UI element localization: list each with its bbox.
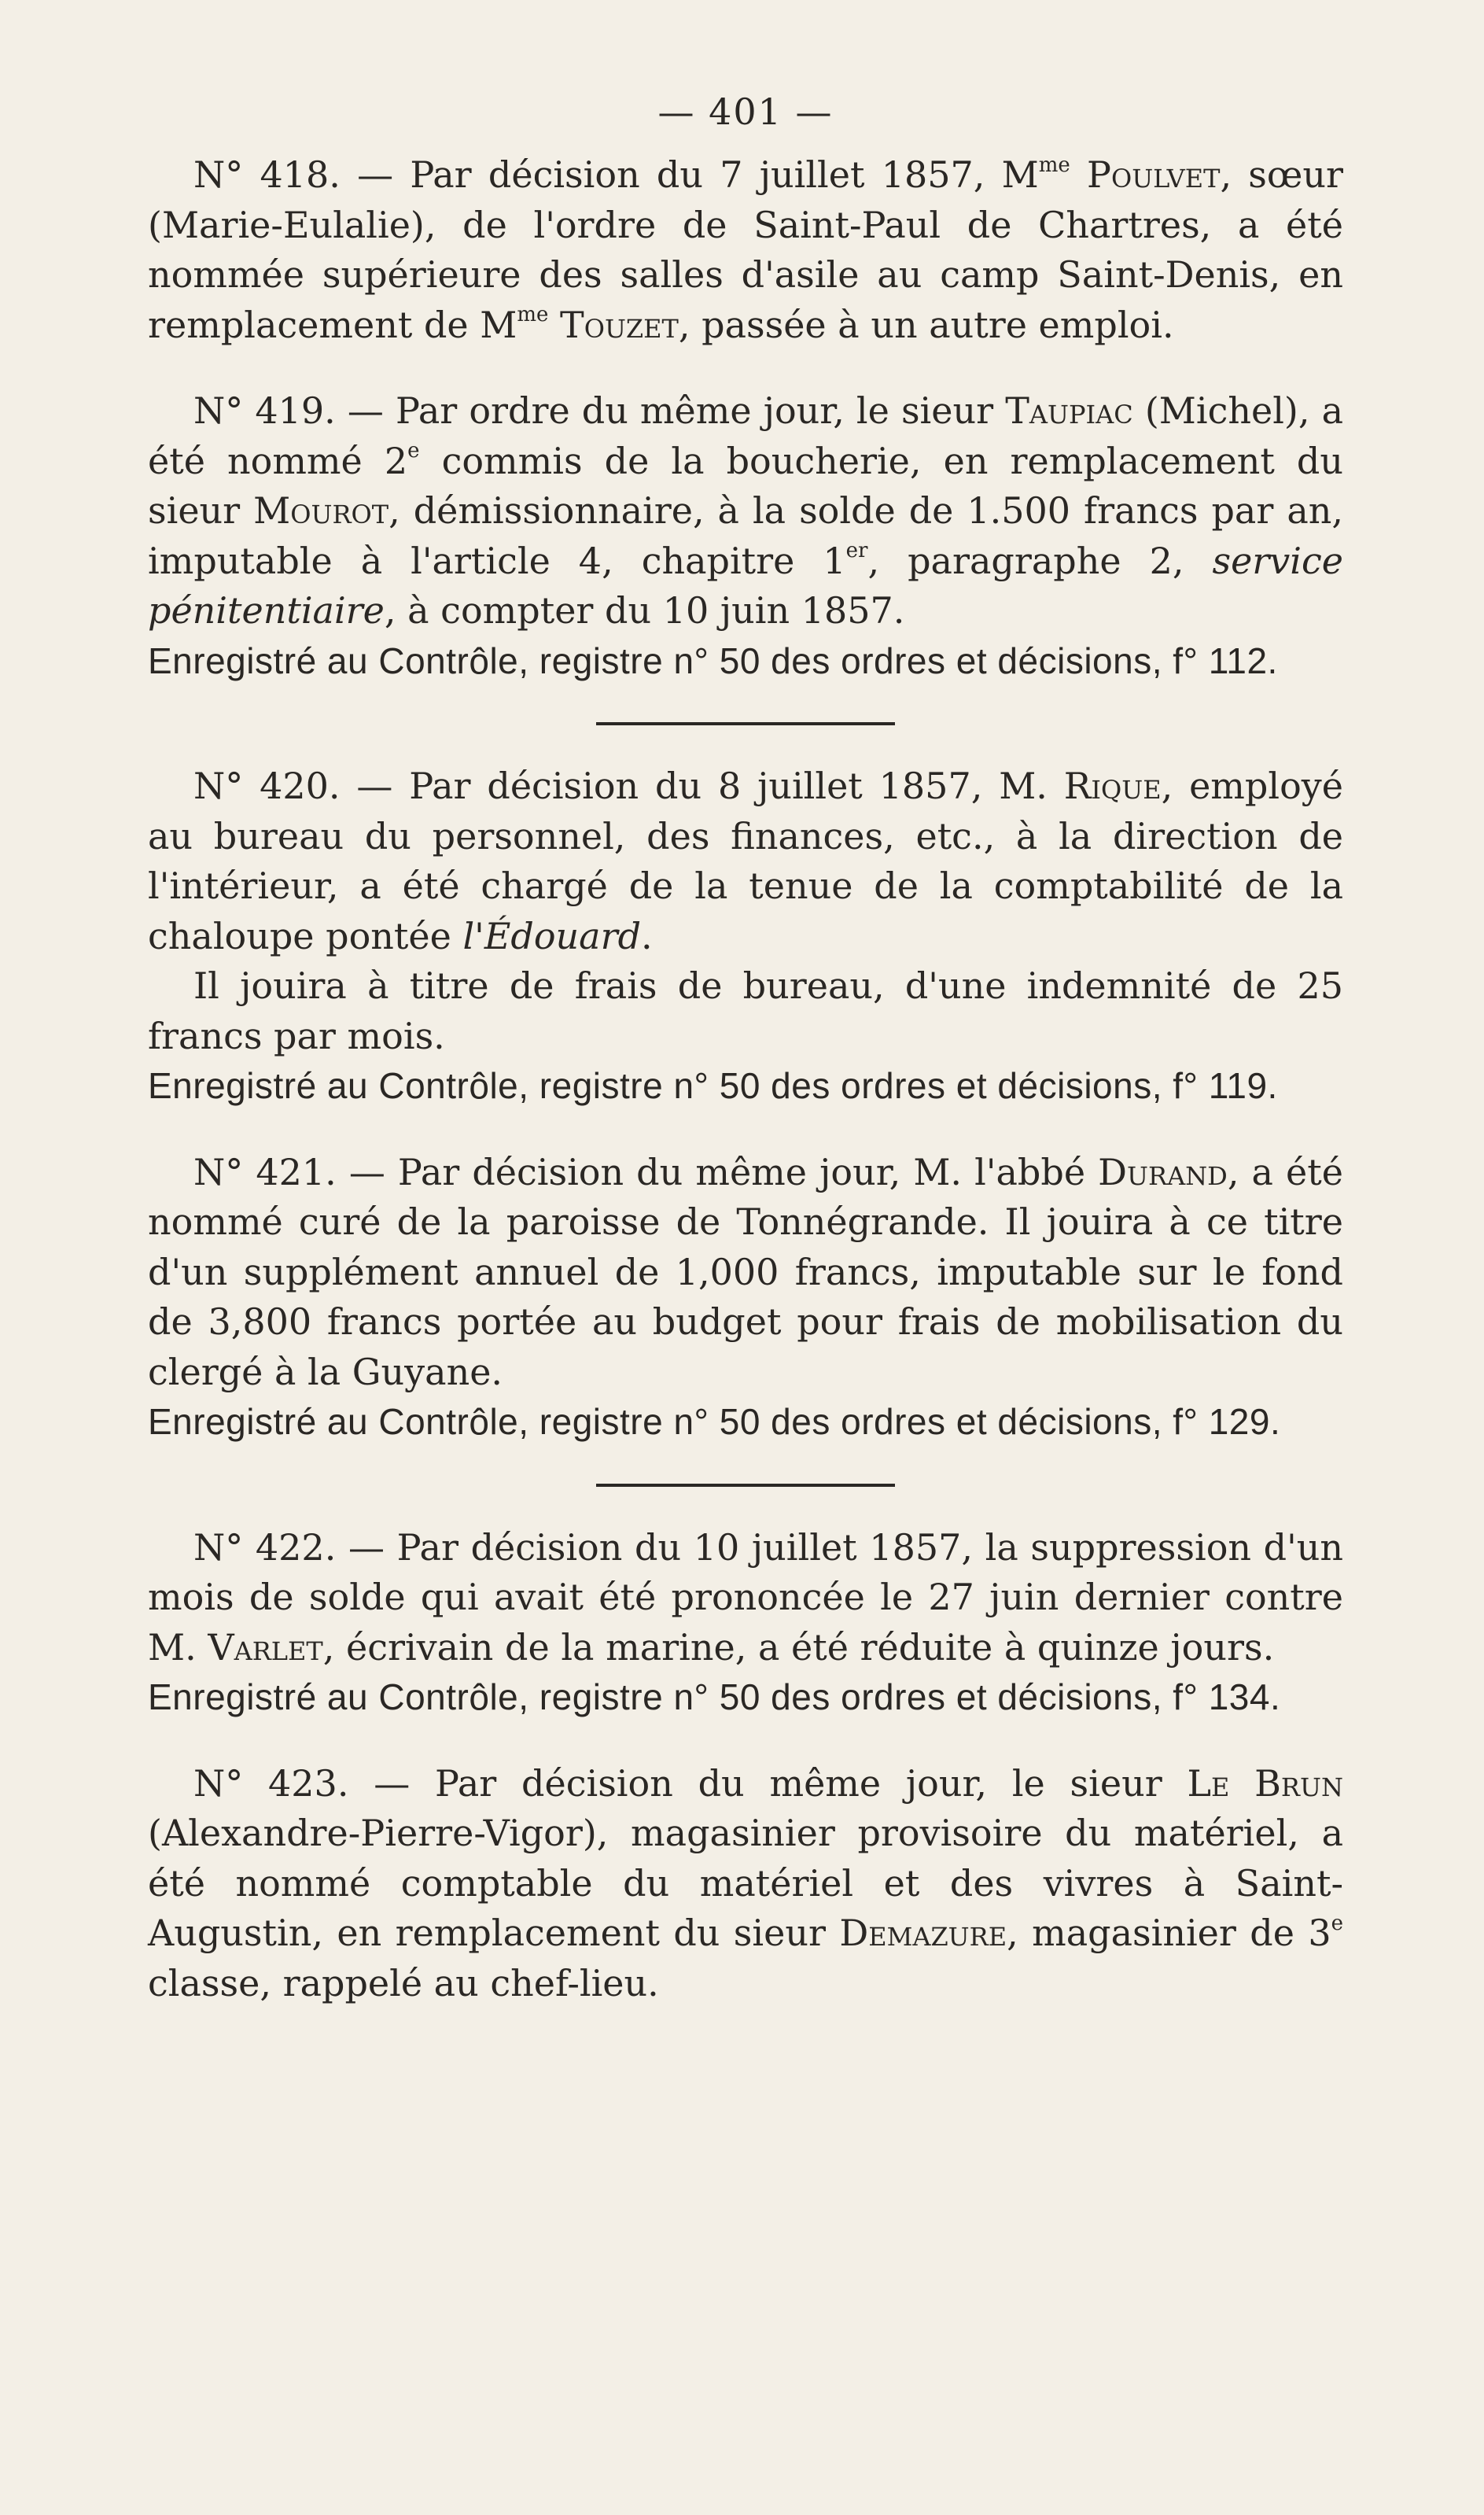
entry-420-para2: Il jouira à titre de frais de bureau, d'une indemnité de 25 francs par mois. (148, 964, 1343, 1057)
entry-418 (148, 150, 1343, 350)
entry-number: N° 419. (193, 389, 336, 432)
registration-note: Enregistré au Contrôle, registre n° 50 des ordres et décisions, f° 119. (148, 1065, 1278, 1106)
entry-number: N° 422. (193, 1525, 337, 1569)
entry-number: N° 421. (193, 1150, 337, 1193)
person-name: Durand (1098, 1150, 1228, 1193)
entry-number: N° 423. (193, 1761, 349, 1805)
person-name: Mourot (253, 489, 389, 532)
entry-420-text: N° 420. — Par décision du 8 juillet 1857, M. Rique, employé au bureau du personnel, des finances, etc., à la direction de l'intérieur, a été chargé de la tenue de la comptabilité de la chaloupe pontée l'Édouard. (148, 765, 1343, 957)
entry-423 (148, 1759, 1343, 2009)
person-name: Poulvet (1070, 153, 1221, 196)
person-name: Taupiac (1005, 389, 1133, 432)
entry-number: N° 420. (193, 765, 341, 807)
entry-422-text: N° 422. — Par décision du 10 juillet 1857, la suppression d'un mois de solde qui avait été prononcée le 27 juin dernier contre M. Varlet, écrivain de la marine, a été réduite à quinze jours. (148, 1525, 1344, 1669)
entry-419 (148, 386, 1343, 686)
section-divider (596, 1484, 895, 1487)
entry-420 (148, 762, 1343, 1112)
entry-421-text: N° 421. — Par décision du même jour, M. l'abbé Durand, a été nommé curé de la paroisse de Tonnégrande. Il jouira à ce titre d'un supplément annuel de 1,000 francs, imputable sur le fond de 3,800 francs portée au budget pour frais de mobilisation du clergé à la Guyane. (148, 1150, 1343, 1393)
person-name: Varlet (208, 1625, 323, 1669)
page-number: — 401 — (657, 90, 834, 133)
person-name: Le Brun (1187, 1761, 1343, 1805)
document-page (148, 90, 1343, 2008)
entry-422 (148, 1523, 1343, 1723)
entry-419-text: N° 419. — Par ordre du même jour, le sieur Taupiac (Michel), a été nommé 2e commis de la boucherie, en remplacement du sieur Mourot, démissionnaire, à la solde de 1.500 francs par an, imputable à l'article 4, chapitre 1er, paragraphe 2, service pénitentiaire, à compter du 10 juin 1857. (148, 389, 1343, 632)
entry-421 (148, 1148, 1343, 1447)
registration-note: Enregistré au Contrôle, registre n° 50 des ordres et décisions, f° 129. (148, 1401, 1281, 1442)
entry-418-text: N° 418. — Par décision du 7 juillet 1857, $M^{me}$ Poulvet, sœur (Marie-Eulalie), de l'ordre de Saint-Paul de Chartres, a été nommée supérieure des salles d'asile au camp Saint-Denis, en remplacement de $M^{me}$ Touzet, passée à un autre emploi. (148, 153, 1343, 346)
registration-note: Enregistré au Contrôle, registre n° 50 des ordres et décisions, f° 112. (148, 640, 1278, 681)
person-name: Touzet (548, 303, 679, 346)
registration-note: Enregistré au Contrôle, registre n° 50 des ordres et décisions, f° 134. (148, 1676, 1281, 1717)
person-name: Rique (1063, 765, 1162, 807)
section-divider (596, 722, 895, 725)
entry-number: N° 418. (193, 153, 341, 196)
entry-423-text: N° 423. — Par décision du même jour, le sieur Le Brun (Alexandre-Pierre-Vigor), magasinier provisoire du matériel, a été nommé comptable du matériel et des vivres à Saint-Augustin, en remplacement du sieur Demazure, magasinier de 3e classe, rappelé au chef-lieu. (148, 1761, 1343, 2004)
person-name: Demazure (839, 1912, 1007, 1954)
